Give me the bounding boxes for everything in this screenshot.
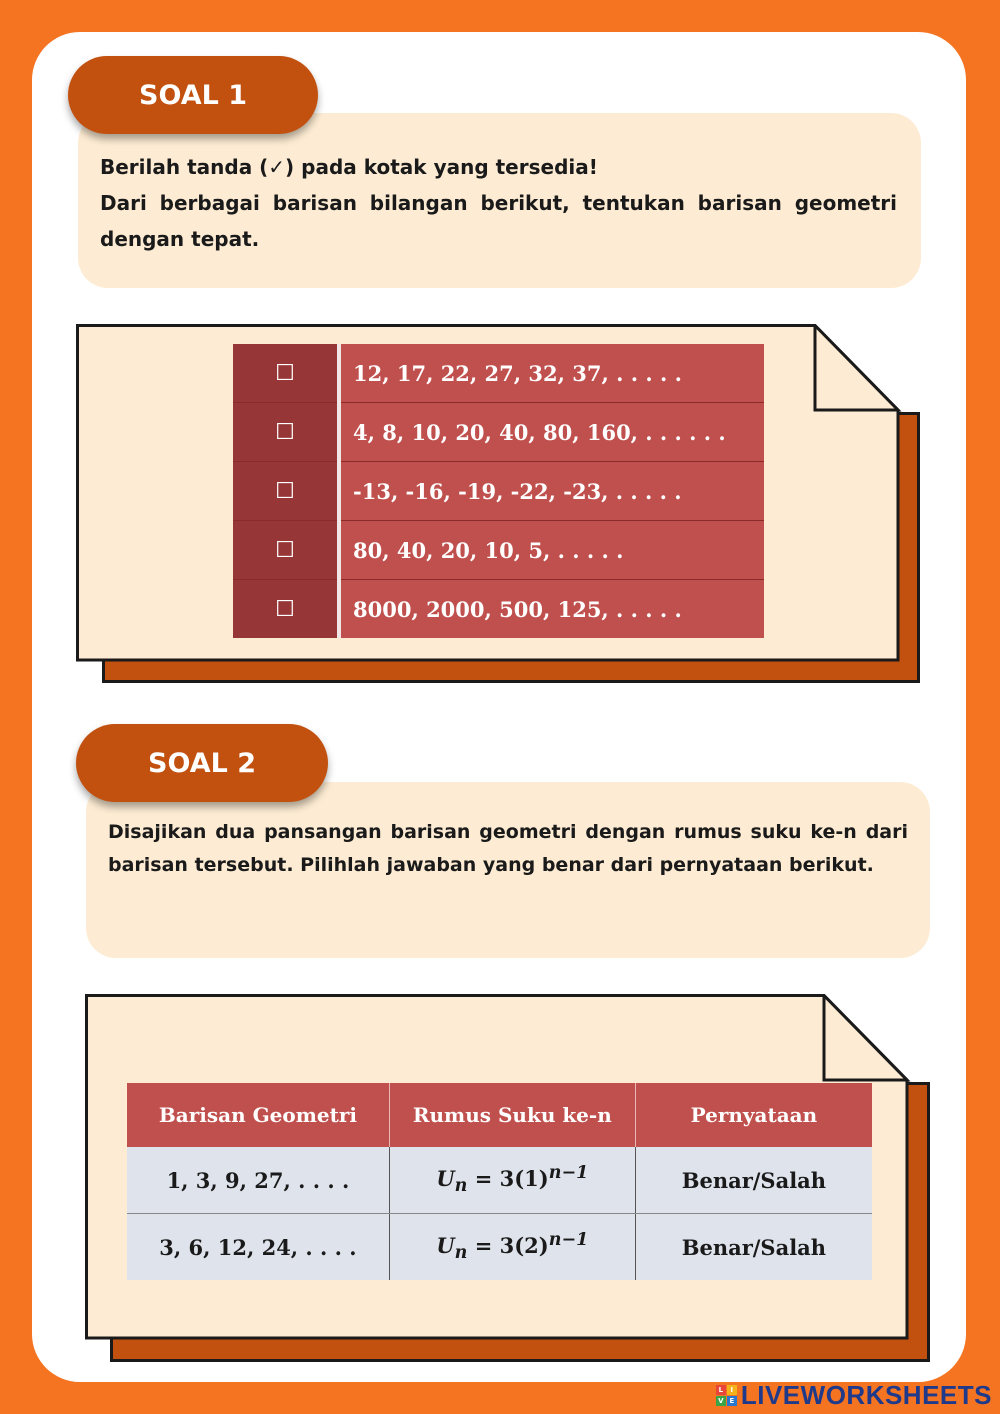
formula-cell: $U_n = 3(2)^{n-1}$ <box>389 1214 635 1281</box>
soal2-statement-table <box>127 1083 872 1280</box>
table-row <box>233 344 764 403</box>
sequence-option: 8000, 2000, 500, 125, . . . . . <box>339 580 764 639</box>
soal2-instruction: Disajikan dua pansangan barisan geometri dengan rumus suku ke-n dari barisan tersebut. Pilihlah jawaban yang benar dari pernyataan berikut. <box>108 821 908 876</box>
table-row <box>233 403 764 462</box>
soal1-label <box>68 56 318 134</box>
sequence-cell: 1, 3, 9, 27, . . . . <box>127 1147 389 1214</box>
sequence-option: -13, -16, -19, -22, -23, . . . . . <box>339 462 764 521</box>
checkbox[interactable]: ☐ <box>275 478 295 504</box>
sequence-option: 4, 8, 10, 20, 40, 80, 160, . . . . . . <box>339 403 764 462</box>
column-header: Barisan Geometri <box>127 1083 389 1147</box>
table-row <box>127 1147 872 1214</box>
table-row <box>233 521 764 580</box>
checkbox[interactable]: ☐ <box>275 419 295 445</box>
soal1-sequence-table <box>233 344 764 638</box>
liveworksheets-watermark <box>716 1380 992 1410</box>
watermark-text: LIVEWORKSHEETS <box>740 1379 992 1410</box>
soal1-instruction-line2: Dari berbagai barisan bilangan berikut, tentukan barisan geometri dengan tepat. <box>100 191 897 251</box>
sequence-cell: 3, 6, 12, 24, . . . . <box>127 1214 389 1281</box>
soal1-label-text: SOAL 1 <box>139 79 247 111</box>
checkbox[interactable]: ☐ <box>275 360 295 386</box>
statement-cell[interactable]: Benar/Salah <box>635 1214 872 1281</box>
soal1-instruction-line1: Berilah tanda (✓) pada kotak yang tersedia! <box>100 155 598 179</box>
table-row <box>233 462 764 521</box>
sequence-option: 12, 17, 22, 27, 32, 37, . . . . . <box>339 344 764 403</box>
sequence-option: 80, 40, 20, 10, 5, . . . . . <box>339 521 764 580</box>
table-row <box>127 1214 872 1281</box>
column-header: Rumus Suku ke-n <box>389 1083 635 1147</box>
column-header: Pernyataan <box>635 1083 872 1147</box>
soal1-instruction-box <box>78 113 921 288</box>
formula-cell: $U_n = 3(1)^{n-1}$ <box>389 1147 635 1214</box>
liveworksheets-logo-icon: L I V E <box>716 1385 737 1406</box>
checkbox[interactable]: ☐ <box>275 537 295 563</box>
soal2-label-text: SOAL 2 <box>148 747 256 779</box>
statement-cell[interactable]: Benar/Salah <box>635 1147 872 1214</box>
soal2-label <box>76 724 328 802</box>
checkbox[interactable]: ☐ <box>275 596 295 622</box>
table-row <box>233 580 764 639</box>
table-header-row <box>127 1083 872 1147</box>
soal2-instruction-box <box>86 782 930 958</box>
